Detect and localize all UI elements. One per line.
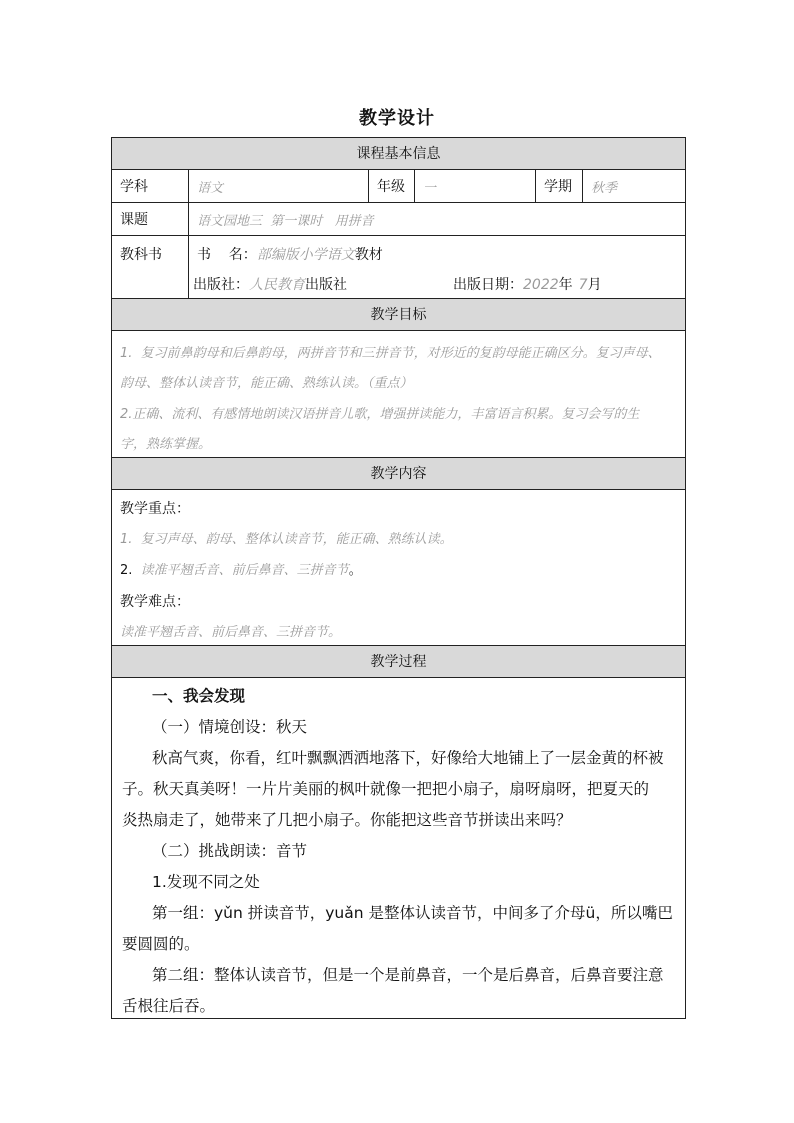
key-points-label: 教学重点： bbox=[120, 501, 190, 517]
objectives-header: 教学目标 bbox=[112, 299, 685, 331]
publisher-line bbox=[193, 274, 347, 294]
book-name-line bbox=[197, 244, 383, 264]
process-body bbox=[112, 678, 685, 1020]
pubdate-line bbox=[453, 274, 602, 294]
paragraph-1-line-2: 子。秋天真美呀！一片片美丽的枫叶就像一把把小扇子，扇呀扇呀，把夏天的 bbox=[122, 780, 650, 798]
section-1-heading: 一、我会发现 bbox=[152, 687, 246, 705]
lesson-label: 课题 bbox=[112, 203, 189, 235]
term-value: 秋季 bbox=[591, 180, 618, 196]
lesson-value: 语文园地三 第一课时 用拼音 bbox=[197, 213, 374, 229]
lesson-table bbox=[111, 137, 686, 1019]
group-2-line-2: 舌根往后吞。 bbox=[122, 997, 216, 1015]
objective-line-1: 1. 复习前鼻韵母和后鼻韵母，两拼音节和三拼音节，对形近的复韵母能正确区分。复习声母、 bbox=[120, 346, 661, 361]
difficult-point-text: 读准平翘舌音、前后鼻音、三拼音节。 bbox=[120, 625, 342, 640]
book-name-value: 部编版小学语文 bbox=[256, 247, 355, 263]
book-name-prefix: 书 名： bbox=[197, 247, 257, 263]
pubdate-year: 2022 bbox=[523, 277, 559, 293]
publisher-prefix: 出版社： bbox=[193, 277, 249, 293]
key-point-2 bbox=[120, 559, 677, 578]
subject-value: 语文 bbox=[189, 170, 369, 202]
publisher-value: 人民教育 bbox=[249, 277, 305, 293]
group-1-line-2: 要圆圆的。 bbox=[122, 935, 200, 953]
lesson-row bbox=[112, 203, 685, 236]
key-point-2-text: 读准平翘舌音、前后鼻音、三拼音节 bbox=[140, 563, 349, 578]
pubdate-month-unit: 月 bbox=[587, 277, 602, 293]
textbook-label: 教科书 bbox=[112, 236, 189, 298]
paragraph-1-line-1: 秋高气爽，你看，红叶飘飘洒洒地落下，好像给大地铺上了一层金黄的杯被 bbox=[152, 749, 664, 767]
publisher-suffix: 出版社 bbox=[305, 277, 347, 293]
key-point-1: 1. 复习声母、韵母、整体认读音节，能正确、熟练认读。 bbox=[120, 532, 453, 547]
subject-label: 学科 bbox=[112, 170, 189, 202]
subsection-1-heading: （一）情境创设：秋天 bbox=[152, 718, 308, 736]
group-2-line-1: 第二组：整体认读音节，但是一个是前鼻音，一个是后鼻音，后鼻音要注意 bbox=[152, 966, 664, 984]
difficult-points-label: 教学难点： bbox=[120, 594, 190, 610]
subsection-2-heading: （二）挑战朗读：音节 bbox=[152, 842, 308, 860]
objectives-body bbox=[112, 331, 685, 458]
objective-line-3: 2.正确、流利、有感情地朗读汉语拼音儿歌，增强拼读能力，丰富语言积累。复习会写的生 bbox=[120, 407, 640, 422]
process-header: 教学过程 bbox=[112, 646, 685, 678]
subject-row bbox=[112, 170, 685, 203]
pubdate-year-unit: 年 bbox=[558, 277, 573, 293]
grade-value: 一 bbox=[415, 170, 536, 202]
pubdate-month: 7 bbox=[578, 277, 588, 293]
textbook-row bbox=[112, 236, 685, 299]
basic-info-header: 课程基本信息 bbox=[112, 138, 685, 170]
group-1-line-1: 第一组：yǔn 拼读音节，yuǎn 是整体认读音节，中间多了介母ü，所以嘴巴 bbox=[152, 904, 673, 922]
book-name-suffix: 教材 bbox=[354, 247, 383, 263]
paragraph-1-line-3: 炎热扇走了，她带来了几把小扇子。你能把这些音节拼读出来吗？ bbox=[122, 811, 572, 829]
objective-line-2: 韵母、整体认读音节，能正确、熟练认读。（重点） bbox=[120, 376, 413, 391]
content-body bbox=[112, 490, 685, 646]
key-point-2-end: 。 bbox=[348, 563, 362, 578]
page-title: 教学设计 bbox=[359, 108, 435, 129]
term-label: 学期 bbox=[536, 170, 583, 202]
content-header: 教学内容 bbox=[112, 458, 685, 490]
item-1-heading: 1.发现不同之处 bbox=[152, 873, 260, 891]
objective-line-4: 字，熟练掌握。 bbox=[120, 437, 212, 452]
grade-label: 年级 bbox=[369, 170, 415, 202]
key-point-2-number: 2. bbox=[120, 563, 141, 578]
pubdate-prefix: 出版日期： bbox=[453, 277, 523, 293]
